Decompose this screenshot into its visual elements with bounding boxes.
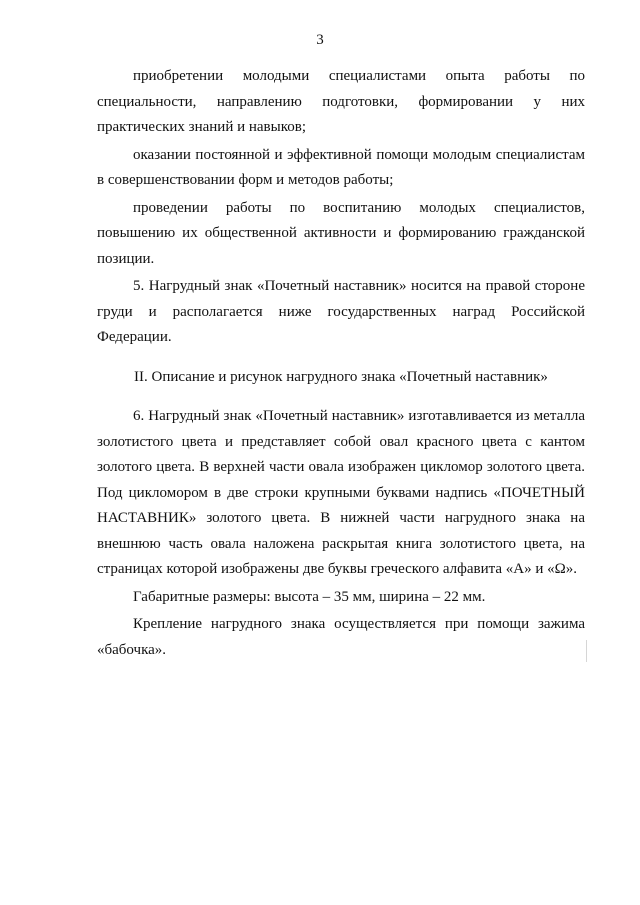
- paragraph-dimensions: Габаритные размеры: высота – 35 мм, ширина – 22 мм.: [133, 588, 486, 605]
- paragraph-providing-help: оказании постоянной и эффективной помощи молодым специалистам в совершенствовании форм и методов работы;: [97, 146, 585, 188]
- document-body: [97, 64, 585, 663]
- paragraph-fastening: Крепление нагрудного знака осуществляется при помощи зажима «бабочка».: [97, 616, 585, 658]
- paragraph-gaining-experience: приобретении молодыми специалистами опыта работы по специальности, направлению подготовки, формировании у них практических знаний и навыков;: [97, 68, 585, 135]
- page-number: 3: [316, 32, 324, 48]
- paragraph-education-work: проведении работы по воспитанию молодых специалистов, повышению их общественной активности и формированию гражданской позиции.: [97, 199, 585, 267]
- scan-artifact-line: [586, 640, 587, 662]
- paragraph-clause-6: 6. Нагрудный знак «Почетный наставник» изготавливается из металла золотистого цвета и представляет собой овал красного цвета с кантом золотого цвета. В верхней части овала изображен цикломор золотого цвета. Под цикломором в две строки крупными буквами надпись «ПОЧЕТНЫЙ НАСТАВНИК» золотого цвета. В нижней части нагрудного знака на внешнюю часть овала наложена раскрытая книга золотистого цвета, на страницах которой изображены две буквы греческого алфавита «А» и «Ω».: [97, 408, 585, 577]
- paragraph-clause-5: 5. Нагрудный знак «Почетный наставник» носится на правой стороне груди и располагается ниже государственных наград Российской Федерации.: [97, 278, 585, 345]
- section-heading: II. Описание и рисунок нагрудного знака «Почетный наставник»: [134, 368, 548, 385]
